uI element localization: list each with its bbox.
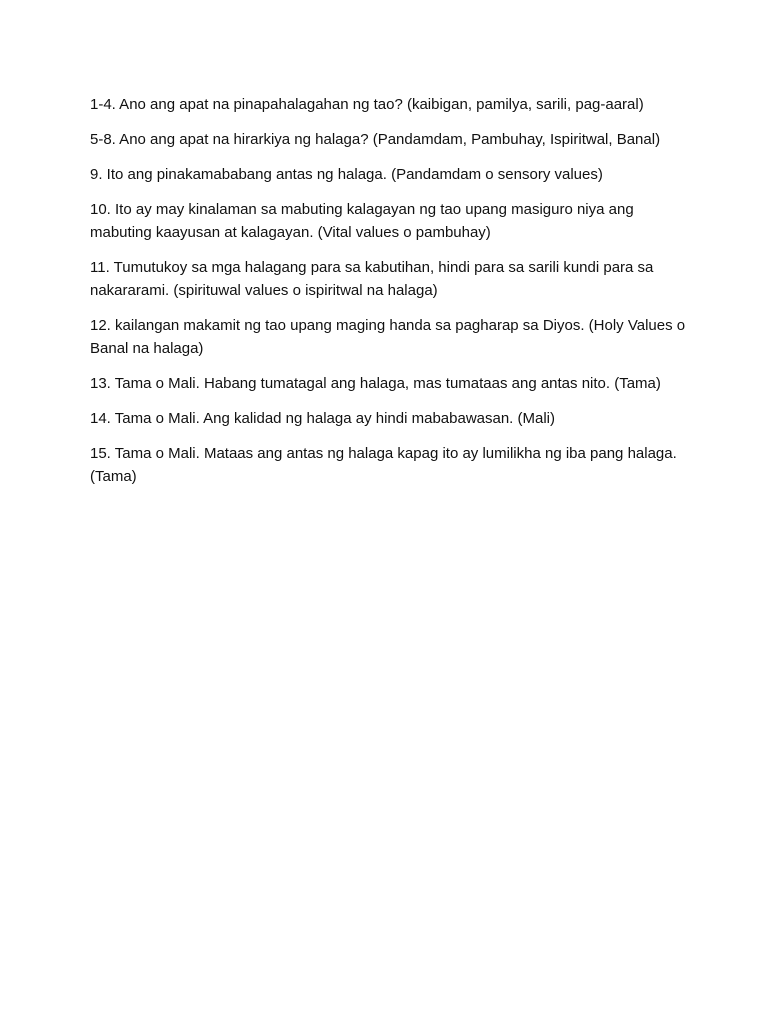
list-item: 1-4. Ano ang apat na pinapahalagahan ng tao? (kaibigan, pamilya, sarili, pag-aaral) [90,96,644,113]
list-item: 13. Tama o Mali. Habang tumatagal ang halaga, mas tumataas ang antas nito. (Tama) [90,375,661,392]
list-item: 14. Tama o Mali. Ang kalidad ng halaga ay hindi mababawasan. (Mali) [90,410,555,427]
list-item: 11. Tumutukoy sa mga halagang para sa kabutihan, hindi para sa sarili kundi para sa nakararami. (spirituwal values o ispiritwal na halaga) [90,259,654,299]
list-item: 10. Ito ay may kinalaman sa mabuting kalagayan ng tao upang masiguro niya ang mabuting kaayusan at kalagayan. (Vital values o pambuhay) [90,201,634,241]
list-item: 12. kailangan makamit ng tao upang maging handa sa pagharap sa Diyos. (Holy Values o Banal na halaga) [90,317,686,357]
list-item: 15. Tama o Mali. Mataas ang antas ng halaga kapag ito ay lumilikha ng iba pang halaga. (Tama) [90,445,677,485]
document-body [90,93,690,500]
list-item: 5-8. Ano ang apat na hirarkiya ng halaga? (Pandamdam, Pambuhay, Ispiritwal, Banal) [90,131,661,148]
list-item: 9. Ito ang pinakamababang antas ng halaga. (Pandamdam o sensory values) [90,166,603,183]
